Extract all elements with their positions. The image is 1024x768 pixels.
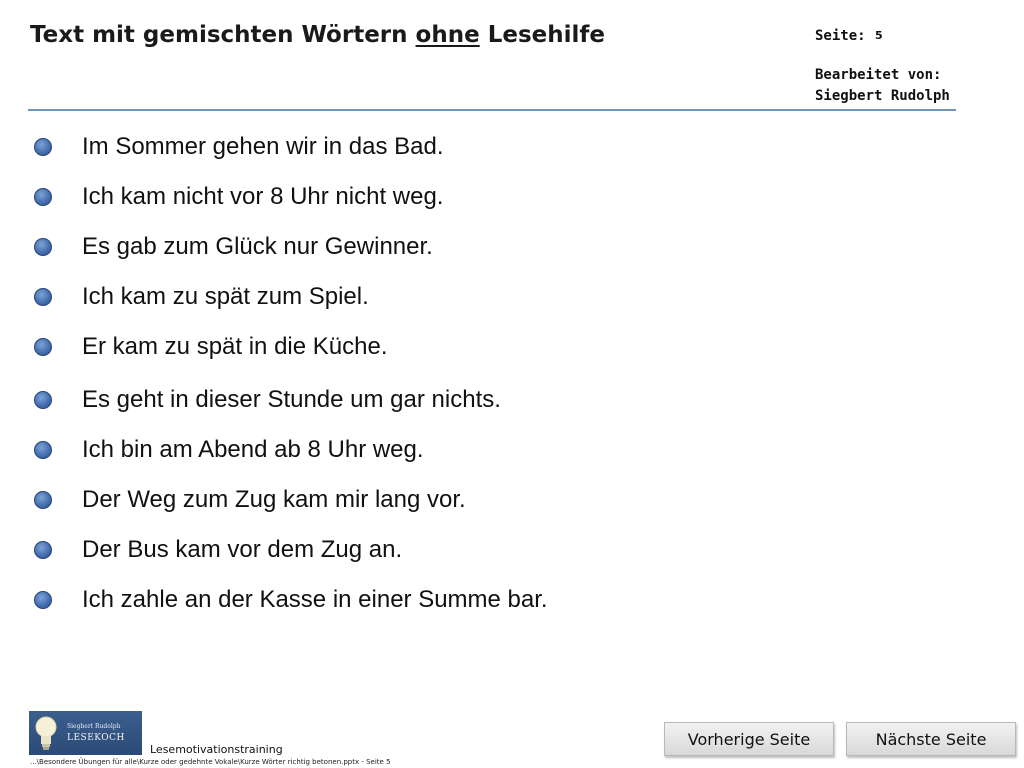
sentence-text: Ich zahle an der Kasse in einer Summe bar. [82,586,548,613]
bullet-icon [34,591,52,609]
sentence-text: Ich kam nicht vor 8 Uhr nicht weg. [82,183,444,210]
edited-by-label: Bearbeitet von: [815,67,942,83]
lightbulb-icon [33,714,59,752]
list-item [34,282,369,312]
list-item [34,132,444,162]
list-item [34,535,403,565]
sentence-text: Ich bin am Abend ab 8 Uhr weg. [82,436,424,463]
bullet-icon [34,138,52,156]
list-item [34,182,444,212]
bullet-icon [34,541,52,559]
sentence-text: Ich kam zu spät zum Spiel. [82,283,369,310]
bullet-icon [34,441,52,459]
list-item [34,585,548,615]
author-name: Siegbert Rudolph [815,88,950,104]
lesekoch-logo [29,711,142,755]
list-item [34,385,501,415]
list-item [34,485,466,515]
file-path: ...\Besondere Übungen für alle\Kurze oder gedehnte Vokale\Kurze Wörter richtig betonen.pptx - Seite 5 [30,758,391,766]
title-text-after: Lesehilfe [479,22,605,48]
list-item [34,435,424,465]
bullet-icon [34,391,52,409]
logo-author: Siegbert Rudolph [67,723,121,730]
list-item [34,332,388,362]
sentence-text: Es gab zum Glück nur Gewinner. [82,233,433,260]
next-page-button[interactable]: Nächste Seite [846,722,1016,756]
sentence-text: Der Bus kam vor dem Zug an. [82,536,403,563]
bullet-icon [34,288,52,306]
sentence-text: Es geht in dieser Stunde um gar nichts. [82,386,501,413]
bullet-icon [34,188,52,206]
logo-brand: LESEKOCH [67,733,125,743]
previous-page-button[interactable]: Vorherige Seite [664,722,834,756]
page-number: 5 [875,29,883,42]
course-name: Lesemotivationstraining [150,743,283,756]
title-text-underlined: ohne [415,22,480,48]
sentence-text: Im Sommer gehen wir in das Bad. [82,133,444,160]
bullet-icon [34,338,52,356]
header-divider [28,109,956,111]
page-title [30,22,605,48]
page-label: Seite: [815,28,866,44]
list-item [34,232,433,262]
sentence-text: Der Weg zum Zug kam mir lang vor. [82,486,466,513]
title-text-before: Text mit gemischten Wörtern [30,22,416,48]
bullet-icon [34,491,52,509]
bullet-icon [34,238,52,256]
sentence-text: Er kam zu spät in die Küche. [82,333,388,360]
